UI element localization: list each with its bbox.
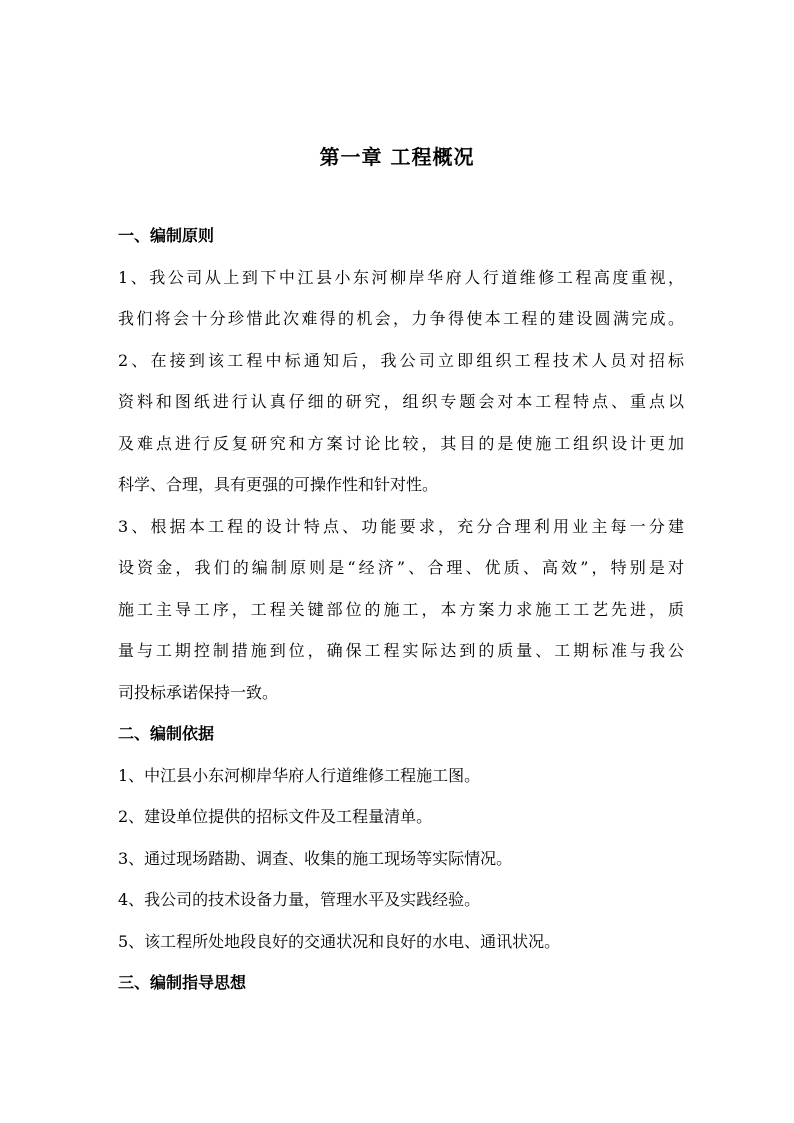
paragraph-line: 科学、合理，具有更强的可操作性和针对性。 <box>118 475 439 494</box>
paragraph-line: 我们将会十分珍惜此次难得的机会，力争得使本工程的建设圆满完成。 <box>118 309 684 328</box>
paragraph-line: 资料和图纸进行认真仔细的研究，组织专题会对本工程特点、重点以 <box>118 392 684 411</box>
document-body <box>118 226 688 1015</box>
list-item: 5、该工程所处地段良好的交通状况和良好的水电、通讯状况。 <box>118 931 561 951</box>
section-heading: 三、编制指导思想 <box>118 973 247 992</box>
paragraph-line: 1、我公司从上到下中江县小东河柳岸华府人行道维修工程高度重视， <box>118 267 684 287</box>
paragraph-line: 及难点进行反复研究和方案讨论比较，其目的是使施工组织设计更加 <box>118 433 684 453</box>
paragraph-line: 量与工期控制措施到位，确保工程实际达到的质量、工期标准与我公 <box>118 641 684 660</box>
list-item: 4、我公司的技术设备力量，管理水平及实践经验。 <box>118 890 481 909</box>
section-heading: 二、编制依据 <box>118 724 215 743</box>
chapter-title: 第一章 工程概况 <box>319 145 475 169</box>
list-item: 3、通过现场踏勘、调查、收集的施工现场等实际情况。 <box>118 848 513 868</box>
paragraph-line: 3、根据本工程的设计特点、功能要求，充分合理利用业主每一分建 <box>118 516 684 536</box>
list-item: 1、中江县小东河柳岸华府人行道维修工程施工图。 <box>118 765 481 785</box>
paragraph-line: 设资金，我们的编制原则是“经济”、合理、优质、高效”，特别是对 <box>118 558 684 577</box>
paragraph-line: 施工主导工序，工程关键部位的施工，本方案力求施工工艺先进，质 <box>118 599 684 619</box>
section-heading: 一、编制原则 <box>118 226 215 245</box>
paragraph-line: 2、在接到该工程中标通知后，我公司立即组织工程技术人员对招标 <box>118 350 684 370</box>
list-item: 2、建设单位提供的招标文件及工程量清单。 <box>118 807 433 826</box>
paragraph-line: 司投标承诺保持一致。 <box>118 682 279 702</box>
